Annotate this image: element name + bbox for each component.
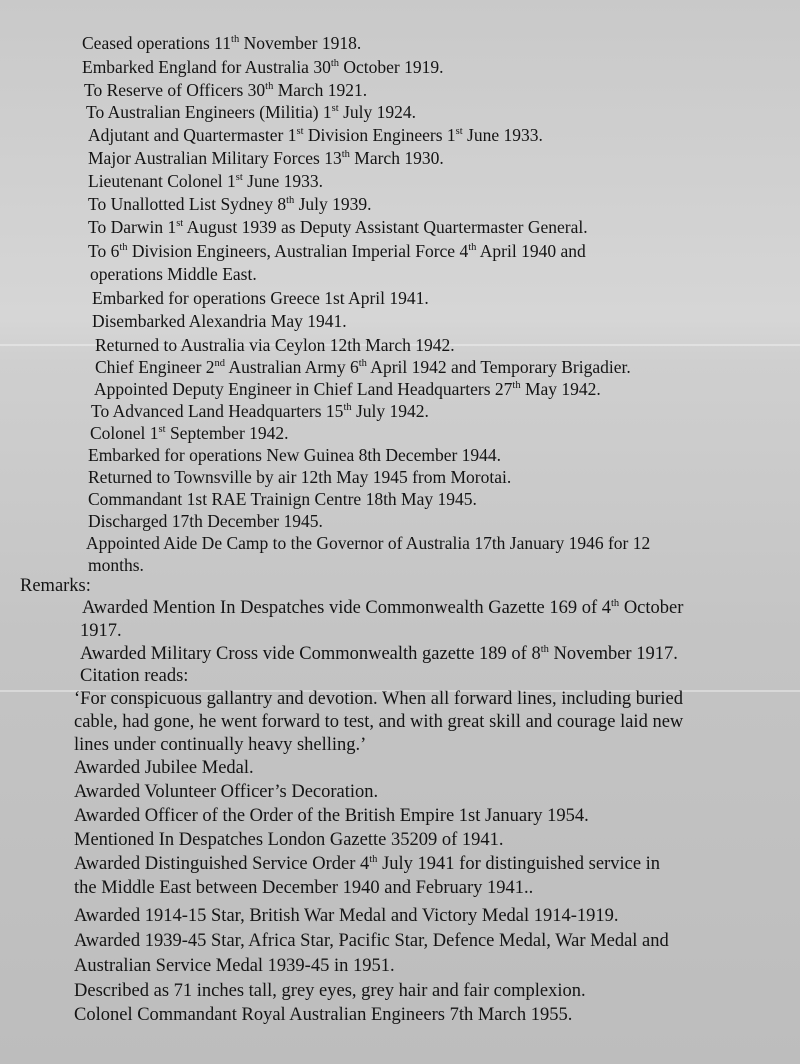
remark-line: Awarded 1914-15 Star, British War Medal and Victory Medal 1914-1919. [74, 906, 619, 926]
remark-line: Awarded Jubilee Medal. [74, 758, 254, 778]
ordinal-suffix: st [176, 218, 184, 229]
remark-line: Awarded Military Cross vide Commonwealth gazette 189 of 8th November 1917. [80, 644, 678, 664]
ordinal-suffix: th [286, 195, 295, 206]
ordinal-suffix: th [540, 644, 549, 655]
remark-line: the Middle East between December 1940 and February 1941.. [74, 878, 534, 898]
remark-line: ‘For conspicuous gallantry and devotion. When all forward lines, including buried [74, 689, 683, 709]
service-record-line: Ceased operations 11th November 1918. [82, 33, 362, 53]
service-record-line: Appointed Aide De Camp to the Governor of Australia 17th January 1946 for 12 [86, 533, 651, 553]
service-record-line: Major Australian Military Forces 13th March 1930. [88, 148, 444, 168]
ordinal-suffix: th [231, 34, 240, 45]
service-record-line: To Unallotted List Sydney 8th July 1939. [88, 194, 372, 214]
service-record-line: months. [88, 555, 144, 575]
remark-line: Awarded Distinguished Service Order 4th July 1941 for distinguished service in [74, 854, 661, 874]
remark-line: Colonel Commandant Royal Australian Engineers 7th March 1955. [74, 1005, 573, 1025]
ordinal-suffix: th [265, 81, 274, 92]
remark-line: Described as 71 inches tall, grey eyes, grey hair and fair complexion. [74, 981, 586, 1001]
ordinal-suffix: th [341, 149, 350, 160]
remarks-heading: Remarks: [20, 576, 91, 596]
ordinal-suffix: st [235, 172, 243, 183]
service-record-line: To Advanced Land Headquarters 15th July 1942. [91, 401, 429, 421]
service-record-line: Discharged 17th December 1945. [88, 511, 323, 531]
remark-line: Awarded Mention In Despatches vide Commonwealth Gazette 169 of 4th October [82, 598, 684, 618]
service-record-line: Appointed Deputy Engineer in Chief Land Headquarters 27th May 1942. [94, 379, 601, 399]
ordinal-suffix: st [296, 126, 304, 137]
ordinal-suffix: st [331, 103, 339, 114]
ordinal-suffix: st [455, 126, 463, 137]
remark-line: Awarded Officer of the Order of the British Empire 1st January 1954. [74, 806, 589, 826]
remark-line: lines under continually heavy shelling.’ [74, 735, 367, 755]
remark-line: 1917. [80, 621, 122, 641]
service-record-line: To Darwin 1st August 1939 as Deputy Assistant Quartermaster General. [88, 217, 588, 237]
service-record-line: Adjutant and Quartermaster 1st Division Engineers 1st June 1933. [88, 125, 543, 145]
ordinal-suffix: nd [214, 358, 226, 369]
service-record-line: operations Middle East. [90, 264, 257, 284]
ordinal-suffix: th [512, 380, 521, 391]
ordinal-suffix: th [358, 358, 367, 369]
service-record-line: Chief Engineer 2nd Australian Army 6th April 1942 and Temporary Brigadier. [95, 357, 631, 377]
ordinal-suffix: th [330, 58, 339, 69]
service-record-line: Embarked for operations Greece 1st April 1941. [92, 288, 429, 308]
remark-line: Awarded Volunteer Officer’s Decoration. [74, 782, 379, 802]
service-record-line: Embarked for operations New Guinea 8th December 1944. [88, 445, 502, 465]
remark-line: cable, had gone, he went forward to test, and with great skill and courage laid new [74, 712, 684, 732]
service-record-line: Returned to Townsville by air 12th May 1945 from Morotai. [88, 467, 512, 487]
service-record-line: Returned to Australia via Ceylon 12th March 1942. [95, 335, 455, 355]
ordinal-suffix: th [119, 242, 128, 253]
service-record-line: Colonel 1st September 1942. [90, 423, 289, 443]
service-record-line: Commandant 1st RAE Trainign Centre 18th May 1945. [88, 489, 477, 509]
ordinal-suffix: th [468, 242, 477, 253]
ordinal-suffix: st [158, 424, 166, 435]
remark-line: Citation reads: [80, 666, 189, 686]
service-record-line: To Reserve of Officers 30th March 1921. [84, 80, 368, 100]
service-record-line: Lieutenant Colonel 1st June 1933. [88, 171, 323, 191]
ordinal-suffix: th [611, 598, 620, 609]
service-record-line: Disembarked Alexandria May 1941. [92, 311, 347, 331]
service-record-line: To 6th Division Engineers, Australian Imperial Force 4th April 1940 and [88, 241, 586, 261]
ordinal-suffix: th [343, 402, 352, 413]
remark-line: Mentioned In Despatches London Gazette 35209 of 1941. [74, 830, 504, 850]
remark-line: Awarded 1939-45 Star, Africa Star, Pacific Star, Defence Medal, War Medal and [74, 931, 669, 951]
service-record-line: Embarked England for Australia 30th October 1919. [82, 57, 444, 77]
ordinal-suffix: th [369, 854, 378, 865]
remark-line: Australian Service Medal 1939-45 in 1951. [74, 956, 395, 976]
service-record-line: To Australian Engineers (Militia) 1st July 1924. [86, 102, 416, 122]
